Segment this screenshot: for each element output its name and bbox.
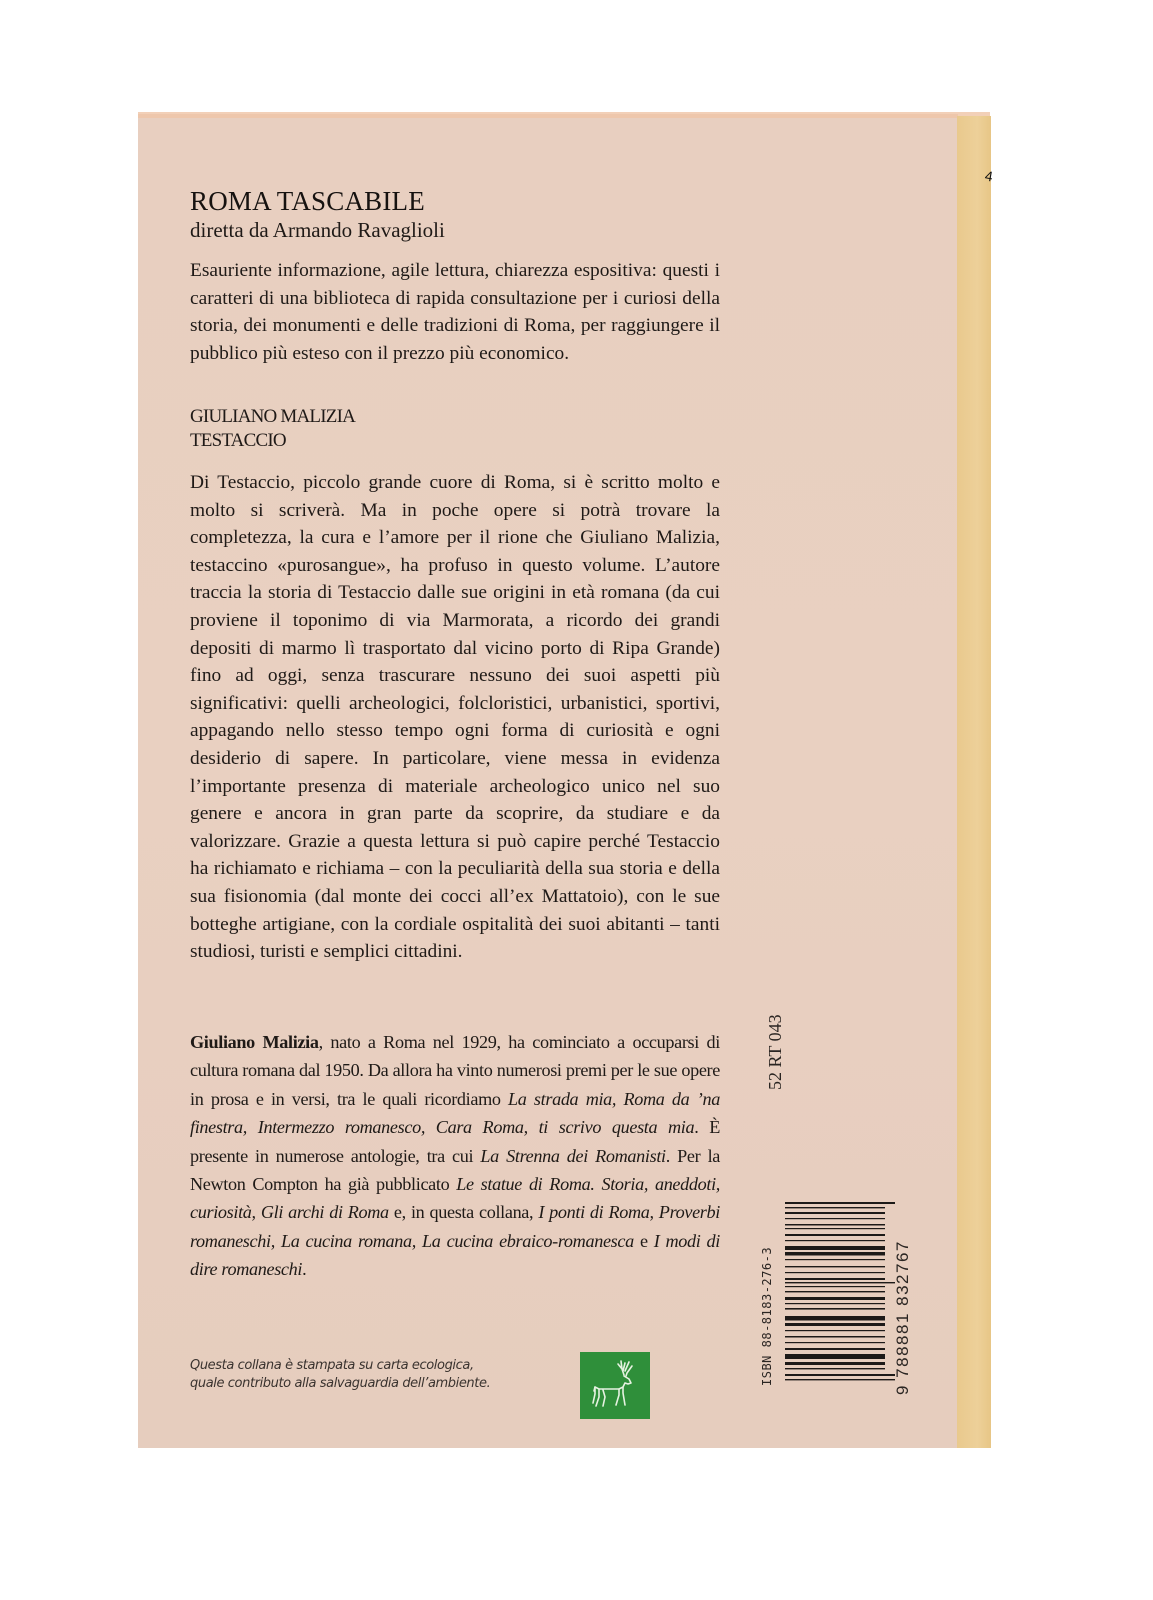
- cover-top-edge: [138, 112, 990, 118]
- book-title: TESTACCIO: [190, 430, 286, 451]
- work-title: La Strenna dei Romanisti: [480, 1145, 666, 1166]
- book-spine: [957, 116, 991, 1448]
- bio-text: , nato a Roma nel 1929, ha cominciato a occuparsi di cultura romana dal 1950. Da allora ha vinto numerosi premi per le sue opere in prosa e in versi, tra le quali ricordiamo: [190, 1032, 720, 1109]
- bio-text: . Per la Newton Compton ha già pubblicato: [190, 1145, 720, 1195]
- series-description: Esauriente informazione, agile lettura, chiarezza espositiva: questi i caratteri di una biblioteca di rapida consultazione per i curiosi della storia, dei monumenti e delle tradizioni di Roma, per raggiungere il pubblico più esteso con il prezzo più economico.: [190, 260, 720, 364]
- work-title: I modi di dire romaneschi: [190, 1230, 720, 1280]
- author-bio: [190, 1028, 720, 1284]
- reindeer-icon: [585, 1357, 645, 1415]
- barcode-digits: 9 788881 832767: [893, 1240, 912, 1395]
- series-editor: diretta da Armando Ravaglioli: [190, 218, 445, 242]
- book-blurb: Di Testaccio, piccolo grande cuore di Roma, si è scritto molto e molto si scriverà. Ma in poche opere si potrà trovare la completezza, la cura e l’amore per il rione che Giuliano Malizia, testaccino «purosangue», ha profuso in questo volume. L’autore traccia la storia di Testaccio dalle sue origini in età romana (da cui proviene il toponimo di via Marmorata, a ricordo dei grandi depositi di marmo lì trasportato dal vicino porto di Ripa Grande) fino ad oggi, senza trascurare nessuno dei suoi aspetti più significativi: quelli archeologici, folcloristici, urbanistici, sportivi, appagando nello stesso tempo ogni forma di curiosità e ogni desiderio di sapere. In particolare, viene messa in evidenza l’importante presenza di materiale archeologico unico nel suo genere e ancora in gran parte da scoprire, da studiare e da valorizzare. Grazie a questa lettura si può capire perché Testaccio ha richiamato e richiama – con la peculiarità della sua storia e della sua fisionomia (dal monte dei cocci all’ex Mattatoio), con le sue botteghe artigiane, con la cordiale ospitalità dei suoi abitanti – tanti studiosi, turisti e semplici cittadini.: [190, 472, 720, 963]
- spine-mark: 4: [983, 167, 995, 185]
- eco-note-line-2: quale contributo alla salvaguardia dell’ambiente.: [190, 1376, 491, 1391]
- work-title: La strada mia, Roma da ’na finestra, Intermezzo romanesco, Cara Roma, ti scrivo questa mia: [190, 1088, 720, 1138]
- catalog-code: 52 RT 043: [765, 1014, 785, 1090]
- bio-text: e: [633, 1230, 654, 1251]
- eco-note: [190, 1357, 570, 1393]
- eco-logo: [580, 1352, 650, 1419]
- bio-text: e, in questa collana,: [388, 1202, 539, 1223]
- book-author: GIULIANO MALIZIA: [190, 406, 356, 427]
- work-title: I ponti di Roma, Proverbi romaneschi, La cucina romana, La cucina ebraico-romanesca: [190, 1202, 720, 1251]
- author-bio-name: Giuliano Malizia: [190, 1032, 319, 1052]
- bio-text: .: [302, 1259, 307, 1280]
- series-title: ROMA TASCABILE: [190, 186, 425, 216]
- isbn-label: ISBN 88-8183-276-3: [760, 1246, 774, 1386]
- author-bio-text: [190, 1032, 720, 1279]
- barcode: [785, 1202, 895, 1387]
- bio-text: . È presente in numerose antologie, tra cui: [190, 1117, 720, 1166]
- work-title: Le statue di Roma. Storia, aneddoti, curiosità, Gli archi di Roma: [190, 1174, 720, 1223]
- eco-note-line-1: Questa collana è stampata su carta ecologica,: [190, 1358, 474, 1373]
